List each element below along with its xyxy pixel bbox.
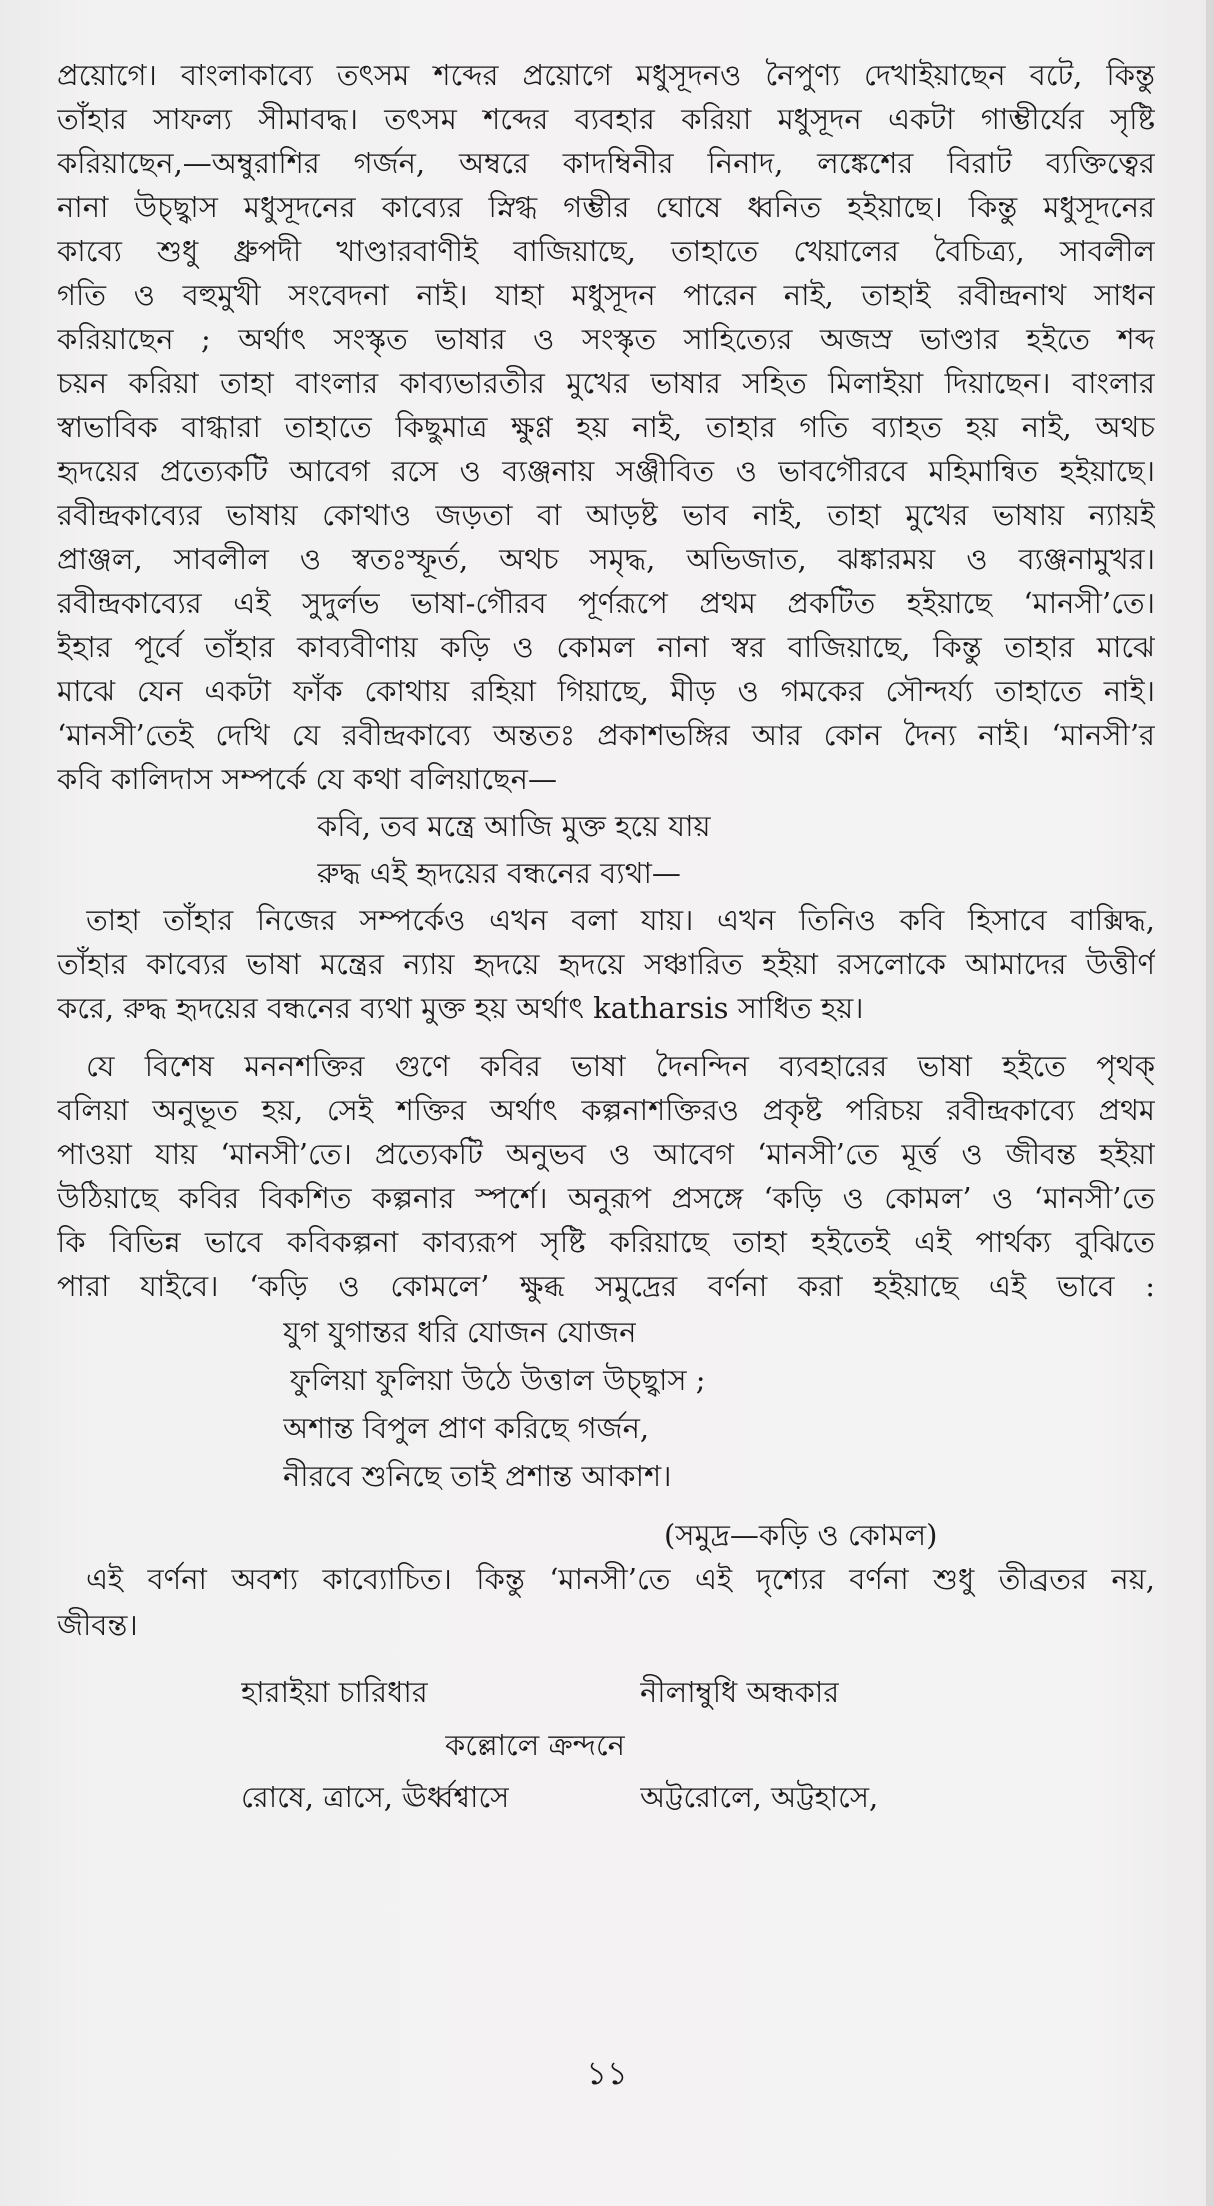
- text-line: তাঁহার সাফল্য সীমাবদ্ধ। তৎসম শব্দের ব্যবহার করিয়া মধুসূদন একটা গাম্ভীর্যের সৃষ্টি: [57, 102, 1155, 136]
- text-line: কাব্যে শুধু ধ্রুপদী খাণ্ডারবাণীই বাজিয়াছে, তাহাতে খেয়ালের বৈচিত্র্য, সাবলীল: [57, 234, 1155, 268]
- text-line: রবীন্দ্রকাব্যের এই সুদুর্লভ ভাষা-গৌরব পূর্ণরূপে প্রথম প্রকটিত হইয়াছে ‘মানসী’তে।: [57, 586, 1155, 620]
- verse-line: কবি, তব মন্ত্রে আজি মুক্ত হয়ে যায়: [317, 809, 711, 843]
- verse-line: অট্টরোলে, অট্টহাসে,: [640, 1780, 879, 1814]
- verse-line: নীলাম্বুধি অন্ধকার: [640, 1675, 840, 1709]
- text-line: মাঝে যেন একটা ফাঁক কোথায় রহিয়া গিয়াছে, মীড় ও গমকের সৌন্দর্য্য তাহাতে নাই।: [57, 674, 1155, 708]
- text-line: তাঁহার কাব্যের ভাষা মন্ত্রের ন্যায় হৃদয়ে হৃদয়ে সঞ্চারিত হইয়া রসলোকে আমাদের উত্তীর্ণ: [57, 947, 1155, 981]
- text-line: উঠিয়াছে কবির বিকশিত কল্পনার স্পর্শে। অনুরূপ প্রসঙ্গে ‘কড়ি ও কোমল’ ও ‘মানসী’তে: [57, 1181, 1155, 1215]
- text-line: নানা উচ্ছ্বাস মধুসূদনের কাব্যের স্নিগ্ধ গম্ভীর ঘোষে ধ্বনিত হইয়াছে। কিন্তু মধুসূদনের: [57, 190, 1155, 224]
- text-line: করিয়াছেন ; অর্থাৎ সংস্কৃত ভাষার ও সংস্কৃত সাহিত্যের অজস্র ভাণ্ডার হইতে শব্দ: [57, 322, 1155, 356]
- verse-line: ফুলিয়া ফুলিয়া উঠে উত্তাল উচ্ছ্বাস ;: [290, 1363, 706, 1397]
- text-line: ইহার পূর্বে তাঁহার কাব্যবীণায় কড়ি ও কোমল নানা স্বর বাজিয়াছে, কিন্তু তাহার মাঝে: [57, 630, 1155, 664]
- text-line: গতি ও বহুমুখী সংবেদনা নাই। যাহা মধুসূদন পারেন নাই, তাহাই রবীন্দ্রনাথ সাধন: [57, 278, 1155, 312]
- text-line: যে বিশেষ মননশক্তির গুণে কবির ভাষা দৈনন্দিন ব্যবহারের ভাষা হইতে পৃথক্: [86, 1049, 1155, 1083]
- text-line: পাওয়া যায় ‘মানসী’তে। প্রত্যেকটি অনুভব ও আবেগ ‘মানসী’তে মূর্ত্ত ও জীবন্ত হইয়া: [57, 1137, 1155, 1171]
- verse-line: রুদ্ধ এই হৃদয়ের বন্ধনের ব্যথা—: [317, 856, 681, 890]
- text-line: করে, রুদ্ধ হৃদয়ের বন্ধনের ব্যথা মুক্ত হয় অর্থাৎ katharsis সাধিত হয়।: [57, 991, 864, 1025]
- verse-line: অশান্ত বিপুল প্রাণ করিছে গর্জন,: [283, 1411, 650, 1445]
- verse-line: হারাইয়া চারিধার: [241, 1675, 428, 1709]
- verse-line: নীরবে শুনিছে তাই প্রশান্ত আকাশ।: [283, 1459, 672, 1493]
- text-line: হৃদয়ের প্রত্যেকটি আবেগ রসে ও ব্যঞ্জনায় সঞ্জীবিত ও ভাবগৌরবে মহিমান্বিত হইয়াছে।: [57, 454, 1155, 488]
- text-line: বলিয়া অনুভূত হয়, সেই শক্তির অর্থাৎ কল্পনাশক্তিরও প্রকৃষ্ট পরিচয় রবীন্দ্রকাব্যে প্রথম: [57, 1093, 1155, 1127]
- page-number: ১১: [586, 2054, 628, 2092]
- text-line: তাহা তাঁহার নিজের সম্পর্কেও এখন বলা যায়। এখন তিনিও কবি হিসাবে বাক্সিদ্ধ,: [86, 903, 1155, 937]
- text-line: কবি কালিদাস সম্পর্কে যে কথা বলিয়াছেন—: [57, 762, 557, 796]
- text-line: প্রাঞ্জল, সাবলীল ও স্বতঃস্ফূর্ত, অথচ সমৃদ্ধ, অভিজাত, ঝঙ্কারময় ও ব্যঞ্জনামুখর।: [57, 542, 1155, 576]
- text-line: পারা যাইবে। ‘কড়ি ও কোমলে’ ক্ষুব্ধ সমুদ্রের বর্ণনা করা হইয়াছে এই ভাবে :: [57, 1269, 1155, 1303]
- text-line: ‘মানসী’তেই দেখি যে রবীন্দ্রকাব্যে অন্ততঃ প্রকাশভঙ্গির আর কোন দৈন্য নাই। ‘মানসী’র: [57, 718, 1155, 752]
- text-line: প্রয়োগে। বাংলাকাব্যে তৎসম শব্দের প্রয়োগে মধুসূদনও নৈপুণ্য দেখাইয়াছেন বটে, কিন্তু: [57, 58, 1155, 92]
- text-line: এই বর্ণনা অবশ্য কাব্যোচিত। কিন্তু ‘মানসী’তে এই দৃশ্যের বর্ণনা শুধু তীব্রতর নয়,: [86, 1562, 1155, 1596]
- text-line: কি বিভিন্ন ভাবে কবিকল্পনা কাব্যরূপ সৃষ্টি করিয়াছে তাহা হইতেই এই পার্থক্য বুঝিতে: [57, 1225, 1155, 1259]
- text-line: জীবন্ত।: [57, 1608, 138, 1642]
- verse-line: রোষে, ত্রাসে, ঊর্ধ্বশ্বাসে: [241, 1780, 510, 1814]
- text-line: করিয়াছেন,—অম্বুরাশির গর্জন, অম্বরে কাদম্বিনীর নিনাদ, লঙ্কেশের বিরাট ব্যক্তিত্বের: [57, 146, 1155, 180]
- verse-line: কল্লোলে ক্রন্দনে: [445, 1728, 625, 1762]
- text-line: রবীন্দ্রকাব্যের ভাষায় কোথাও জড়তা বা আড়ষ্ট ভাব নাই, তাহা মুখের ভাষায় ন্যায়ই: [57, 498, 1155, 532]
- verse-source: (সমুদ্র—কড়ি ও কোমল): [664, 1518, 938, 1552]
- verse-line: যুগ যুগান্তর ধরি যোজন যোজন: [283, 1315, 637, 1349]
- text-line: স্বাভাবিক বাগ্ধারা তাহাতে কিছুমাত্র ক্ষুণ্ণ হয় নাই, তাহার গতি ব্যাহত হয় নাই, অথচ: [57, 410, 1155, 444]
- text-line: চয়ন করিয়া তাহা বাংলার কাব্যভারতীর মুখের ভাষার সহিত মিলাইয়া দিয়াছেন। বাংলার: [57, 366, 1155, 400]
